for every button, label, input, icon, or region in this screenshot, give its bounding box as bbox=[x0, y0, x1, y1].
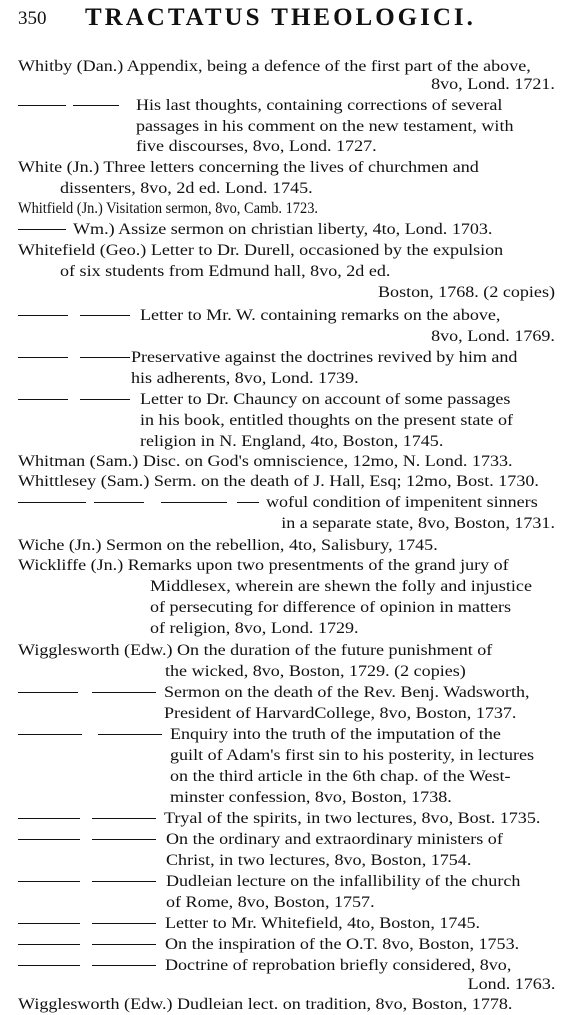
ditto-dash bbox=[237, 502, 259, 503]
catalog-line-text: Letter to Mr. Whitefield, 4to, Boston, 1745. bbox=[165, 915, 481, 932]
catalog-line bbox=[60, 261, 555, 282]
catalog-line bbox=[60, 178, 440, 199]
catalog-line-text: Wigglesworth (Edw.) On the duration of the future punishment of bbox=[18, 642, 493, 659]
catalog-line-text: religion in N. England, 4to, Boston, 1745. bbox=[140, 433, 444, 450]
catalog-line-text: Whittlesey (Sam.) Serm. on the death of J. Hall, Esq; 12mo, Bost. 1730. bbox=[18, 473, 539, 490]
catalog-line bbox=[166, 892, 555, 913]
catalog-line-text: 8vo, Lond. 1769. bbox=[431, 328, 555, 345]
catalog-line-text: passages in his comment on the new testament, with bbox=[136, 118, 514, 135]
catalog-line bbox=[140, 305, 555, 326]
catalog-line bbox=[140, 389, 555, 410]
catalog-line-text: in a separate state, 8vo, Boston, 1731. bbox=[281, 515, 555, 532]
catalog-line bbox=[165, 661, 555, 682]
catalog-line-text: On the inspiration of the O.T. 8vo, Boston, 1753. bbox=[165, 936, 520, 953]
catalog-line bbox=[136, 95, 555, 116]
catalog-line bbox=[18, 994, 555, 1015]
catalog-line bbox=[166, 850, 555, 871]
ditto-dash bbox=[18, 881, 80, 882]
ditto-dash bbox=[92, 692, 156, 693]
catalog-line bbox=[170, 766, 555, 787]
catalog-line bbox=[18, 640, 555, 661]
catalog-line-text: minster confession, 8vo, Boston, 1738. bbox=[170, 789, 452, 806]
catalog-line bbox=[18, 555, 555, 576]
ditto-dash bbox=[80, 315, 130, 316]
catalog-line bbox=[131, 347, 555, 368]
catalog-line-text: Middlesex, wherein are shewn the folly and injustice bbox=[150, 578, 532, 595]
ditto-dash bbox=[92, 944, 156, 945]
catalog-line-text: Whitfield (Jn.) Visitation sermon, 8vo, Camb. 1723. bbox=[18, 200, 318, 217]
catalog-line-text: Wm.) Assize sermon on christian liberty, 4to, Lond. 1703. bbox=[73, 221, 493, 238]
ditto-dash bbox=[18, 944, 80, 945]
catalog-line-text: of Rome, 8vo, Boston, 1757. bbox=[166, 894, 375, 911]
ditto-dash bbox=[18, 502, 86, 503]
catalog-line-text: of six students from Edmund hall, 8vo, 2d ed. bbox=[60, 263, 391, 280]
page-number: 350 bbox=[18, 8, 47, 29]
ditto-dash bbox=[161, 502, 227, 503]
catalog-line bbox=[73, 219, 555, 240]
ditto-dash bbox=[92, 923, 156, 924]
ditto-dash bbox=[92, 818, 156, 819]
catalog-line bbox=[165, 955, 555, 976]
ditto-dash bbox=[18, 923, 80, 924]
catalog-line-text: Wiche (Jn.) Sermon on the rebellion, 4to, Salisbury, 1745. bbox=[18, 537, 438, 554]
catalog-line-text: Letter to Mr. W. containing remarks on the above, bbox=[140, 307, 501, 324]
catalog-line-text: Boston, 1768. (2 copies) bbox=[378, 284, 555, 301]
catalog-line-text: guilt of Adam's first sin to his posterity, in lectures bbox=[170, 747, 535, 764]
catalog-line-text: Christ, in two lectures, 8vo, Boston, 1754. bbox=[166, 852, 472, 869]
catalog-line bbox=[166, 871, 555, 892]
catalog-line-text: Letter to Dr. Chauncy on account of some passages bbox=[140, 391, 511, 408]
ditto-dash bbox=[18, 965, 80, 966]
catalog-line bbox=[150, 618, 450, 639]
catalog-line bbox=[18, 240, 555, 261]
catalog-line-text: Whitefield (Geo.) Letter to Dr. Durell, occasioned by the expulsion bbox=[18, 242, 504, 259]
ditto-dash bbox=[92, 839, 156, 840]
catalog-line bbox=[131, 368, 411, 389]
catalog-line-text: on the third article in the 6th chap. of the West- bbox=[170, 768, 511, 785]
catalog-line bbox=[165, 934, 555, 955]
ditto-dash bbox=[98, 734, 162, 735]
catalog-line-text: Enquiry into the truth of the imputation of the bbox=[170, 726, 501, 743]
catalog-line bbox=[150, 597, 555, 618]
catalog-line-text: his adherents, 8vo, Lond. 1739. bbox=[131, 370, 359, 387]
catalog-line bbox=[150, 576, 555, 597]
catalog-line bbox=[413, 326, 555, 347]
catalog-line bbox=[170, 745, 555, 766]
catalog-line-text: Wigglesworth (Edw.) Dudleian lect. on tradition, 8vo, Boston, 1778. bbox=[18, 996, 513, 1013]
catalog-line bbox=[164, 703, 555, 724]
catalog-line-text: of persecuting for difference of opinion in matters bbox=[150, 599, 512, 616]
catalog-line-text: Dudleian lecture on the infallibility of the church bbox=[166, 873, 521, 890]
ditto-dash bbox=[18, 315, 68, 316]
catalog-line-text: Sermon on the death of the Rev. Benj. Wadsworth, bbox=[164, 684, 530, 701]
catalog-line bbox=[136, 136, 436, 157]
catalog-line-text: White (Jn.) Three letters concerning the lives of churchmen and bbox=[18, 159, 479, 176]
catalog-line-text: Wickliffe (Jn.) Remarks upon two presentments of the grand jury of bbox=[18, 557, 509, 574]
ditto-dash bbox=[73, 105, 119, 106]
ditto-dash bbox=[18, 399, 68, 400]
catalog-line bbox=[136, 116, 555, 137]
ditto-dash bbox=[18, 818, 80, 819]
catalog-line-text: woful condition of impenitent sinners bbox=[266, 494, 538, 511]
catalog-line bbox=[140, 410, 555, 431]
ditto-dash bbox=[18, 357, 68, 358]
ditto-dash bbox=[18, 229, 66, 230]
catalog-line bbox=[18, 451, 555, 472]
catalog-line-text: five discourses, 8vo, Lond. 1727. bbox=[136, 138, 377, 155]
catalog-line-text: Tryal of the spirits, in two lectures, 8vo, Bost. 1735. bbox=[164, 810, 541, 827]
catalog-line-text: Whitby (Dan.) Appendix, being a defence of the first part of the above, bbox=[18, 58, 531, 75]
catalog-line-text: On the ordinary and extraordinary ministers of bbox=[166, 831, 503, 848]
catalog-line bbox=[266, 492, 555, 513]
ditto-dash bbox=[18, 692, 78, 693]
catalog-line bbox=[170, 787, 555, 808]
catalog-line bbox=[350, 282, 555, 303]
ditto-dash bbox=[92, 881, 156, 882]
catalog-line bbox=[415, 74, 555, 95]
catalog-line bbox=[170, 724, 555, 745]
running-title: TRACTATUS THEOLOGICI. bbox=[85, 4, 476, 31]
ditto-dash bbox=[18, 734, 82, 735]
ditto-dash bbox=[94, 502, 144, 503]
catalog-line-text: Preservative against the doctrines revived by him and bbox=[131, 349, 518, 366]
catalog-line bbox=[166, 829, 555, 850]
catalog-line bbox=[465, 974, 555, 995]
catalog-line-text: 8vo, Lond. 1721. bbox=[431, 76, 555, 93]
catalog-line-text: Doctrine of reprobation briefly considered, 8vo, bbox=[165, 957, 512, 974]
ditto-dash bbox=[80, 357, 130, 358]
ditto-dash bbox=[80, 399, 130, 400]
catalog-line-text: President of HarvardCollege, 8vo, Boston, 1737. bbox=[164, 705, 517, 722]
catalog-line bbox=[165, 913, 555, 934]
catalog-line bbox=[18, 471, 555, 492]
catalog-line bbox=[164, 808, 555, 829]
catalog-line bbox=[266, 513, 555, 534]
catalog-line-text: in his book, entitled thoughts on the present state of bbox=[140, 412, 513, 429]
catalog-line-text: Whitman (Sam.) Disc. on God's omniscience, 12mo, N. Lond. 1733. bbox=[18, 453, 513, 470]
catalog-line-text: dissenters, 8vo, 2d ed. Lond. 1745. bbox=[60, 180, 313, 197]
catalog-line bbox=[164, 682, 555, 703]
catalog-line bbox=[140, 431, 555, 452]
catalog-line bbox=[18, 157, 555, 178]
catalog-line bbox=[18, 198, 318, 219]
ditto-dash bbox=[92, 965, 156, 966]
catalog-line-text: Lond. 1763. bbox=[467, 976, 555, 993]
catalog-line-text: of religion, 8vo, Lond. 1729. bbox=[150, 620, 359, 637]
ditto-dash bbox=[18, 839, 80, 840]
catalog-line-text: His last thoughts, containing corrections of several bbox=[136, 97, 503, 114]
catalog-line bbox=[18, 535, 555, 556]
catalog-line-text: the wicked, 8vo, Boston, 1729. (2 copies) bbox=[165, 663, 466, 680]
ditto-dash bbox=[18, 105, 66, 106]
page-header bbox=[10, 2, 555, 36]
